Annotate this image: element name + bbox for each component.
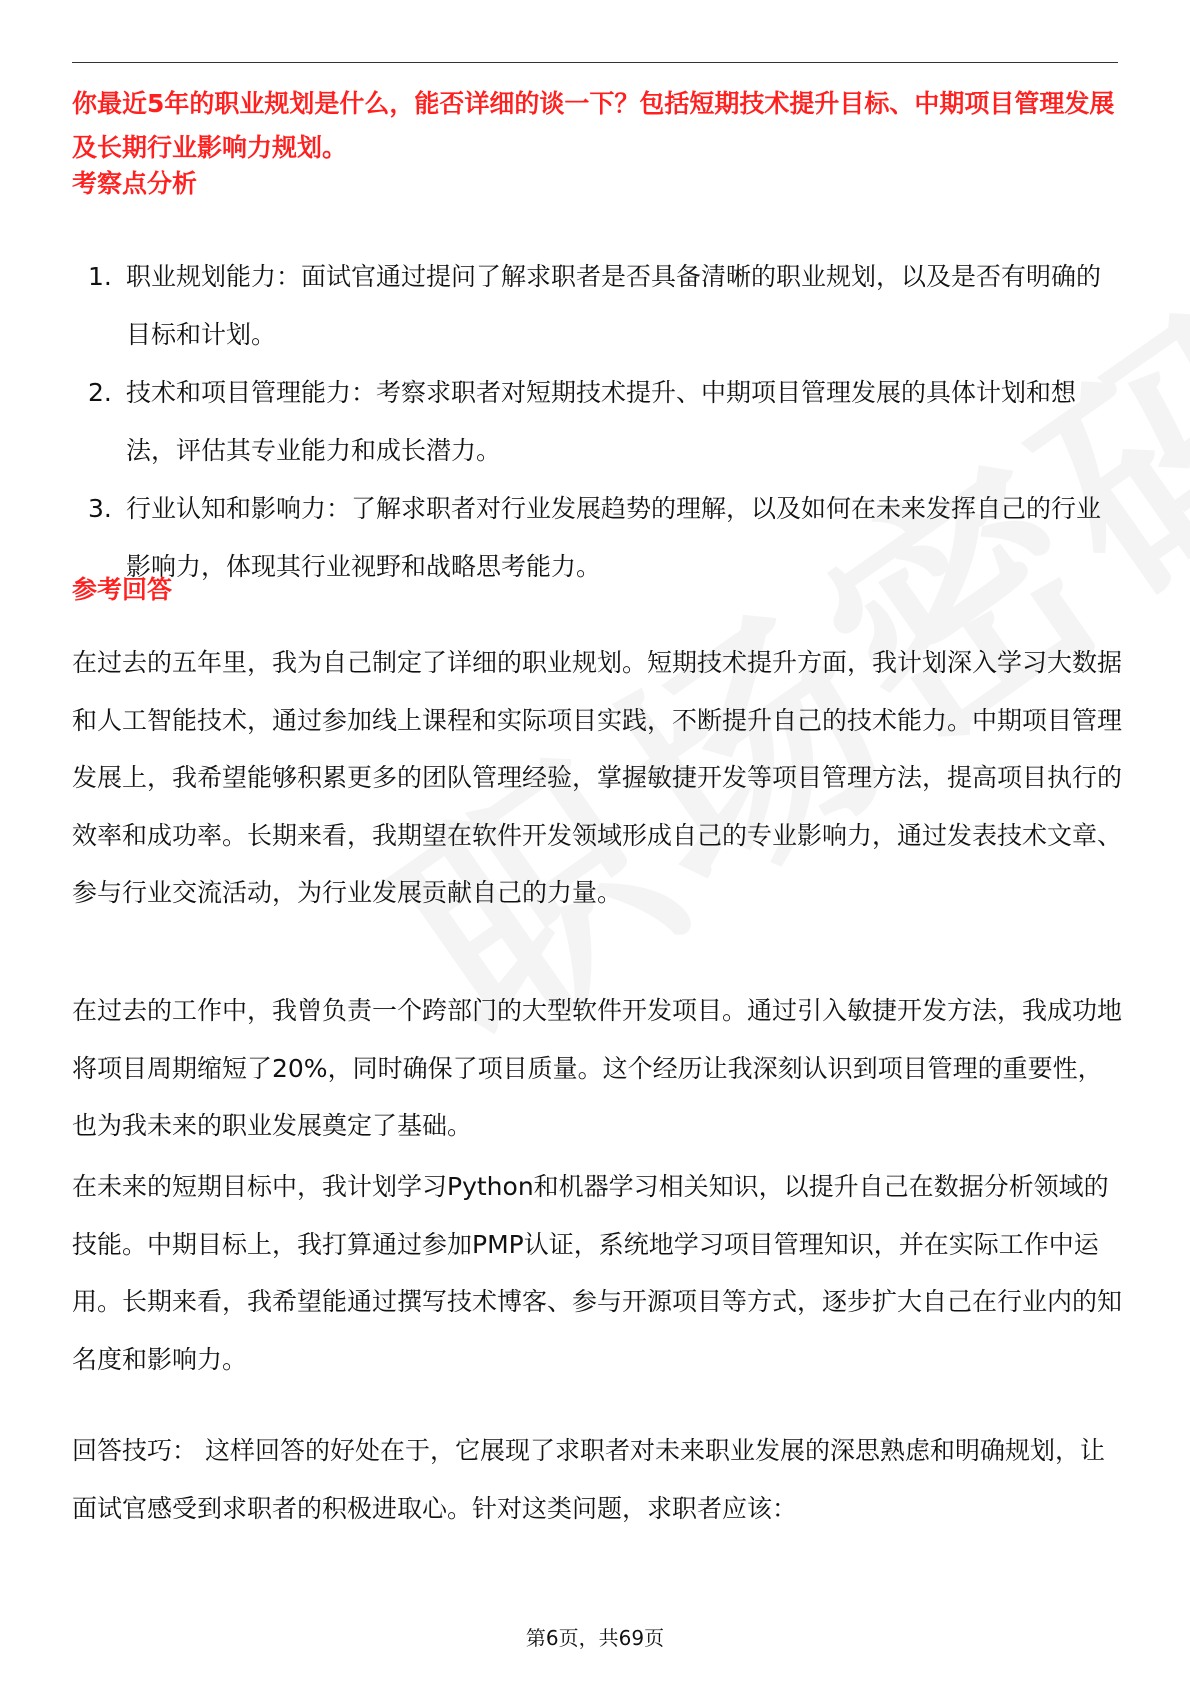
header-rule [72, 62, 1118, 63]
list-item-number: 2. [88, 378, 112, 407]
question-title: 你最近5年的职业规划是什么，能否详细的谈一下？包括短期技术提升目标、中期项目管理发展及长期行业影响力规划。 [72, 89, 1115, 162]
list-item [72, 364, 1118, 480]
analysis-heading: 考察点分析 [72, 169, 198, 198]
list-item [72, 248, 1118, 364]
answer-tips-paragraph: 回答技巧： 这样回答的好处在于，它展现了求职者对未来职业发展的深思熟虑和明确规划，让面试官感受到求职者的积极进取心。针对这类问题，求职者应该： [72, 1436, 1105, 1523]
list-item [72, 480, 1118, 596]
list-item-text: 行业认知和影响力：了解求职者对行业发展趋势的理解，以及如何在未来发挥自己的行业影响力，体现其行业视野和战略思考能力。 [126, 494, 1102, 581]
list-item-number: 3. [88, 494, 112, 523]
answer-heading: 参考回答 [72, 575, 173, 604]
page-number: 第6页，共69页 [525, 1626, 665, 1650]
list-item-number: 1. [88, 262, 112, 291]
list-item-text: 技术和项目管理能力：考察求职者对短期技术提升、中期项目管理发展的具体计划和想法，评估其专业能力和成长潜力。 [126, 378, 1077, 465]
answer-paragraph: 在过去的工作中，我曾负责一个跨部门的大型软件开发项目。通过引入敏捷开发方法，我成功地将项目周期缩短了20%，同时确保了项目质量。这个经历让我深刻认识到项目管理的重要性，也为我未来的职业发展奠定了基础。 [72, 996, 1123, 1140]
analysis-list [72, 248, 1118, 596]
answer-paragraph: 在未来的短期目标中，我计划学习Python和机器学习相关知识，以提升自己在数据分析领域的技能。中期目标上，我打算通过参加PMP认证，系统地学习项目管理知识，并在实际工作中运用。长期来看，我希望能通过撰写技术博客、参与开源项目等方式，逐步扩大自己在行业内的知名度和影响力。 [72, 1172, 1123, 1374]
answer-paragraph: 在过去的五年里，我为自己制定了详细的职业规划。短期技术提升方面，我计划深入学习大数据和人工智能技术，通过参加线上课程和实际项目实践，不断提升自己的技术能力。中期项目管理发展上，我希望能够积累更多的团队管理经验，掌握敏捷开发等项目管理方法，提高项目执行的效率和成功率。长期来看，我期望在软件开发领域形成自己的专业影响力，通过发表技术文章、参与行业交流活动，为行业发展贡献自己的力量。 [72, 648, 1123, 907]
list-item-text: 职业规划能力：面试官通过提问了解求职者是否具备清晰的职业规划，以及是否有明确的目标和计划。 [126, 262, 1102, 349]
